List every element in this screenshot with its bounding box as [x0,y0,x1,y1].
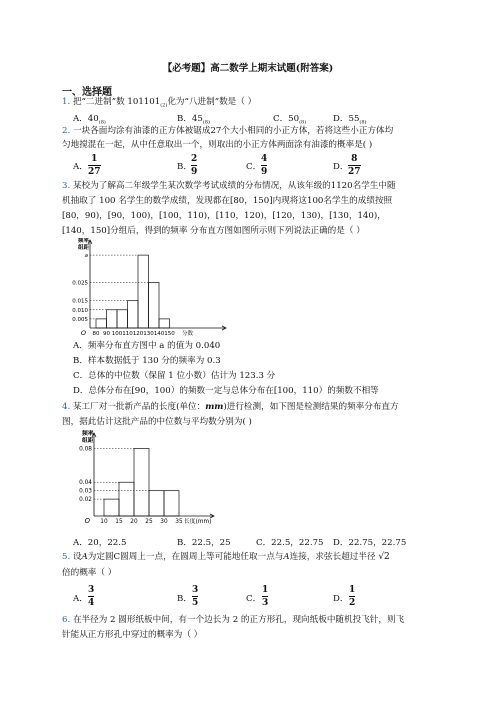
question-number: 3. [62,181,71,191]
q3-option-b[interactable]: B．样本数据低于 130 分的频率为 0.3 [73,356,221,366]
q2-option-d[interactable]: D． [333,162,349,172]
q5-option-a[interactable]: A． [73,594,88,604]
y-tick-label: 0.03 [79,488,92,495]
question-3 [62,181,396,192]
point-a: A [283,552,290,562]
q5-option-d-fraction: 1 2 [349,585,356,608]
y-axis-label-denominator: 组距 [78,245,90,251]
q2-option-a-fraction: 1 27 [88,154,101,177]
q2-option-b[interactable]: B． [177,162,192,172]
x-tick-label: 30 [160,519,168,525]
y-tick-label: a [84,253,88,260]
y-axis-label: 频率 [78,238,90,244]
q5-option-a-fraction: 3 4 [88,585,95,608]
q2-option-b-fraction: 2 9 [191,154,198,177]
origin-label: O [80,329,86,337]
q2-option-c-fraction: 4 9 [261,154,268,177]
q1-option-c[interactable]: C．$50_{(8)}$ [273,114,307,126]
y-tick-label: 0.015 [72,298,88,305]
x-tick-label: 25 [145,519,153,525]
histogram-bar [119,482,134,516]
question-text: 在半径为 2 圆形纸板中间，有一个边长为 2 的正方形孔，现向纸板中随机投飞针，则飞 [72,615,405,625]
histogram-bar [128,301,139,328]
histogram-bar [96,319,107,328]
x-tick-label: 35 [175,519,183,525]
q1-option-b[interactable]: B．$45_{(8)}$ [177,114,210,126]
histogram-lengths [70,430,220,532]
x-axis-label: 分数 [182,331,194,337]
q4-option-c[interactable]: C．22.5，22.75 [256,538,324,548]
y-tick-label: 0.02 [79,497,92,504]
q1-option-a[interactable]: A．$40_{(8)}$ [73,114,106,126]
y-tick-label: 0.04 [79,480,92,487]
q4-option-d[interactable]: D．22.75，22.75 [333,538,407,548]
question-1 [62,97,256,112]
point-a: A [81,552,88,562]
question-number: 6. [62,615,71,625]
y-axis-label-denominator: 组距 [82,438,94,444]
q2-option-c[interactable]: C． [246,162,262,172]
y-tick-label: 0.010 [72,307,88,314]
question-2 [62,126,393,137]
q3-option-a[interactable]: A．频率分布直方图中 a 的值为 0.040 [73,341,221,351]
histogram-bar [159,319,170,328]
x-tick-label: 110 [122,331,133,337]
question-3-line4: [140，150]分组后，得到的频率 分布直方图如图所示则下列说法正确的是（ ） [62,226,365,236]
q5-option-c[interactable]: C． [246,594,262,604]
question-6 [62,615,404,626]
question-text-cont: 化为“八进制”数是（ ） [167,97,257,107]
question-text: 某校为了解高二年级学生某次数学考试成绩的分布情况，从该年级的1120名学生中随 [72,181,396,191]
histogram-bar [117,310,128,328]
histogram-bar [134,448,149,516]
question-number: 4. [62,402,71,412]
question-4 [62,402,399,413]
x-tick-label: 130 [143,331,154,337]
x-tick-label: 140 [153,331,165,337]
histogram-scores [66,238,236,340]
y-tick-label: 0.005 [72,316,88,323]
origin-label: O [84,517,90,525]
question-4-line2: 图，据此估计这批产品的中位数与平均数分别为( ) [62,417,252,427]
histogram-bar [104,499,119,516]
question-5: 5. 设A为定圆C圆周上一点，在圆周上等可能地任取一点与A连接，求弦长超过半径 √2 [62,552,390,562]
question-text: 把“二进制”数 101101 [72,97,161,107]
q5-option-d[interactable]: D． [333,594,349,604]
question-text-cont: )进行检测，如下图是检测结果的频率分布直方 [223,402,399,412]
question-text: 一块各面均涂有油漆的正方体被锯成27个大小相同的小正方体，若将这些小正方体均 [72,126,394,136]
histogram-bar [107,310,118,328]
question-5-line2: 倍的概率（ ） [62,568,117,578]
q4-option-a[interactable]: A．20，22.5 [73,538,127,548]
q2-option-a[interactable]: A． [73,162,88,172]
q4-option-b[interactable]: B．22.5，25 [177,538,231,548]
x-tick-label: 20 [130,519,138,525]
x-tick-label: 120 [132,331,144,337]
question-number: 1. [62,97,71,107]
question-6-line2: 针能从正方形孔中穿过的概率为（ ） [62,630,203,640]
q2-option-d-fraction: 8 27 [348,154,361,177]
y-tick-label: 0.025 [72,280,88,287]
question-number: 5. [62,552,71,562]
page-title: 【必考题】高二数学上期末试题(附答案) [162,63,334,74]
q5-option-b-fraction: 3 5 [192,585,199,608]
histogram-bar [138,255,149,328]
question-3-line3: [80，90)，[90，100)，[100，110)，[110，120)，[120，130)，[130，140)， [62,211,386,221]
question-2-line2: 匀地搅混在一起，从中任意取出一个，则取出的小正方体两面涂有油漆的概率是( ) [62,140,373,150]
x-axis-label: 长度(mm) [184,519,212,525]
base-subscript: (2) [160,102,168,109]
x-tick-label: 15 [115,519,123,525]
q5-option-b[interactable]: B． [177,594,192,604]
q3-option-d[interactable]: D．总体分布在[90，100）的频数一定与总体分布在[100，110）的频数不相等 [73,386,379,396]
x-tick-label: 90 [103,331,110,337]
histogram-bar [149,282,160,328]
section-heading: 一、选择题 [62,87,112,98]
x-tick-label: 10 [100,519,108,525]
q5-option-c-fraction: 1 3 [262,585,269,608]
histogram-bar [164,491,179,516]
q3-option-c[interactable]: C．总体的中位数（保留 1 位小数）估计为 123.3 分 [73,371,276,381]
histogram-bar [149,491,164,516]
x-tick-label: 100 [111,331,123,337]
y-tick-label: 0.08 [79,446,92,453]
x-tick-label: 150 [164,331,175,337]
question-number: 2. [62,126,71,136]
q1-option-d[interactable]: D．$55_{(8)}$ [333,114,367,126]
sqrt-two: √2 [378,552,390,562]
x-tick-label: 80 [92,331,100,337]
question-3-line2: 机抽取了 100 名学生的数学成绩，发现都在[80，150]内现将这100名学生的成绩按照 [62,196,393,206]
question-text: 某工厂对一批新产品的长度(单位： [72,402,206,412]
unit-mm: mm [205,402,224,412]
y-axis-label: 频率 [82,431,94,437]
